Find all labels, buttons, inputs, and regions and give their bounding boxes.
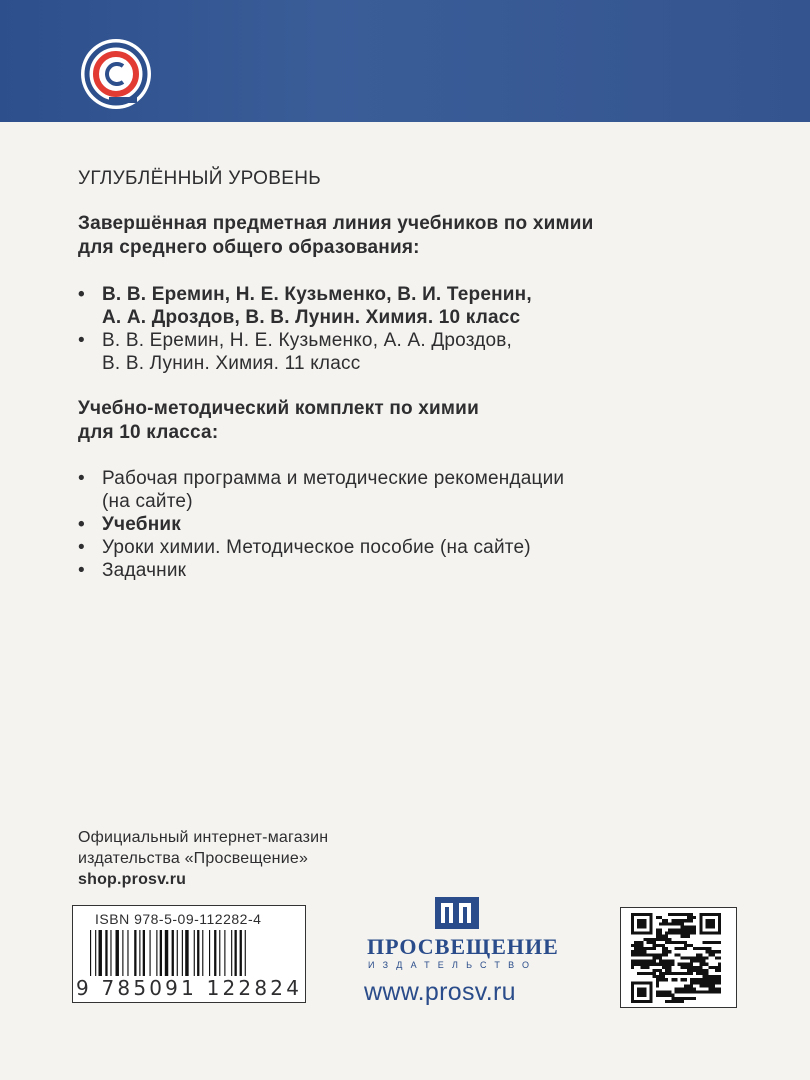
series-heading-line: для среднего общего образования: — [78, 237, 420, 258]
bullet-icon: • — [78, 560, 85, 581]
barcode-icon — [90, 930, 296, 976]
list-item-line: А. А. Дроздов, В. В. Лунин. Химия. 10 класс — [102, 307, 521, 328]
isbn-label: ISBN 978-5-09-112282-4 — [95, 911, 262, 927]
bullet-icon: • — [78, 537, 85, 558]
list-item-line: Учебник — [102, 514, 181, 535]
publisher-subtitle: ИЗДАТЕЛЬСТВО — [368, 960, 538, 970]
list-item — [78, 283, 778, 329]
publisher-logo-icon — [435, 897, 479, 929]
list-item-line: (на сайте) — [102, 491, 193, 512]
list-item-line: В. В. Еремин, Н. Е. Кузьменко, А. А. Дроздов, — [102, 330, 513, 351]
list-item — [78, 513, 778, 536]
shop-line: издательства «Просвещение» — [78, 850, 309, 867]
bullet-icon: • — [78, 514, 85, 535]
kit-list — [78, 467, 778, 582]
kit-heading — [78, 397, 778, 445]
list-item-line: Уроки химии. Методическое пособие (на сайте) — [102, 537, 531, 558]
bullet-icon: • — [78, 284, 85, 305]
list-item-line: Рабочая программа и методические рекомендации — [102, 468, 565, 489]
isbn-barcode-box — [72, 905, 306, 1003]
bullet-icon: • — [78, 330, 85, 351]
series-heading — [78, 212, 778, 260]
series-heading-line: Завершённая предметная линия учебников по химии — [78, 213, 594, 234]
kit-heading-line: для 10 класса: — [78, 422, 219, 443]
shop-url-link[interactable]: shop.prosv.ru — [78, 871, 187, 888]
shop-info — [78, 827, 328, 890]
list-item — [78, 559, 778, 582]
isbn-digits: 9 785091 122824 — [76, 976, 303, 1000]
list-item — [78, 467, 778, 513]
shop-line: Официальный интернет-магазин — [78, 829, 329, 846]
level-label: УГЛУБЛЁННЫЙ УРОВЕНЬ — [78, 168, 321, 189]
textbook-list — [78, 283, 778, 375]
list-item — [78, 329, 778, 375]
qr-code-icon[interactable] — [631, 913, 721, 1003]
publisher-emblem-icon — [79, 37, 153, 111]
list-item-line: В. В. Лунин. Химия. 11 класс — [102, 353, 361, 374]
publisher-site-link[interactable]: www.prosv.ru — [364, 978, 516, 1006]
bullet-icon: • — [78, 468, 85, 489]
kit-heading-line: Учебно-методический комплект по химии — [78, 398, 479, 419]
list-item — [78, 536, 778, 559]
top-color-band — [0, 0, 810, 122]
list-item-line: Задачник — [102, 560, 187, 581]
main-text — [78, 168, 778, 582]
list-item-line: В. В. Еремин, Н. Е. Кузьменко, В. И. Теренин, — [102, 284, 532, 305]
publisher-name: ПРОСВЕЩЕНИЕ — [367, 934, 559, 959]
qr-code-box — [620, 907, 737, 1008]
